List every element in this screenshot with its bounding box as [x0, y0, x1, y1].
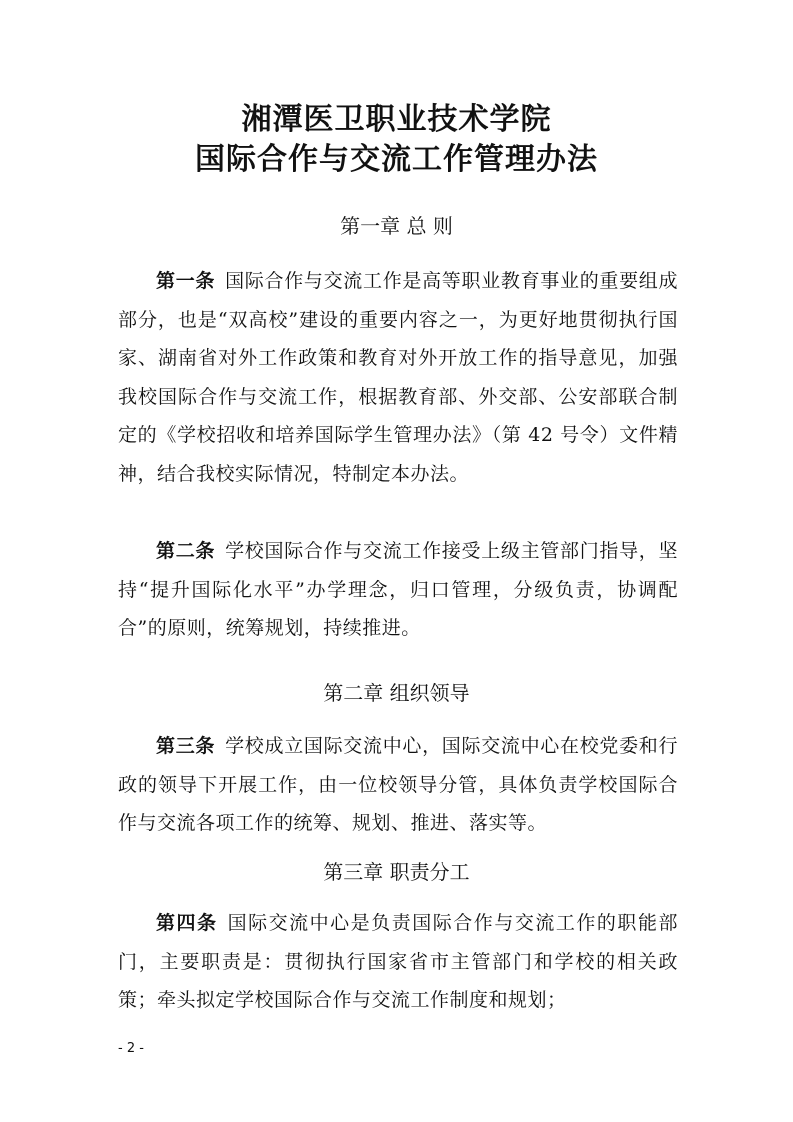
- document-title-line2: 国际合作与交流工作管理办法: [195, 142, 598, 177]
- chapter-heading-1: 第一章 总 则: [340, 214, 453, 238]
- article-3: [118, 727, 678, 843]
- article-text: 学校成立国际交流中心，国际交流中心在校党委和行政的领导下开展工作，由一位校领导分管，具体负责学校国际合作与交流各项工作的统筹、规划、推进、落实等。: [118, 735, 678, 834]
- article-label: 第四条: [156, 912, 218, 934]
- article-text: 学校国际合作与交流工作接受上级主管部门指导，坚持“提升国际化水平”办学理念，归口管理，分级负责，协调配合”的原则，统筹规划，持续推进。: [118, 540, 678, 639]
- article-text: 国际交流中心是负责国际合作与交流工作的职能部门，主要职责是：贯彻执行国家省市主管部门和学校的相关政策；牵头拟定学校国际合作与交流工作制度和规划；: [118, 912, 678, 1011]
- article-label: 第二条: [156, 540, 216, 562]
- chapter-heading-3: 第三章 职责分工: [323, 860, 470, 884]
- article-label: 第三条: [156, 735, 216, 757]
- article-2: [118, 532, 678, 648]
- article-1: [118, 262, 678, 493]
- article-label: 第一条: [156, 270, 216, 292]
- article-4: [118, 904, 678, 1020]
- document-title-line1: 湘潭医卫职业技术学院: [241, 102, 552, 137]
- article-text: 国际合作与交流工作是高等职业教育事业的重要组成部分，也是“双高校”建设的重要内容之一，为更好地贯彻执行国家、湖南省对外工作政策和教育对外开放工作的指导意见，加强我校国际合作与交流工作，根据教育部、外交部、公安部联合制定的《学校招收和培养国际学生管理办法》（第 42 号令）文件精神，结合我校实际情况，特制定本办法。: [118, 270, 678, 485]
- chapter-heading-2: 第二章 组织领导: [323, 681, 470, 705]
- page-number: - 2 -: [118, 1041, 144, 1056]
